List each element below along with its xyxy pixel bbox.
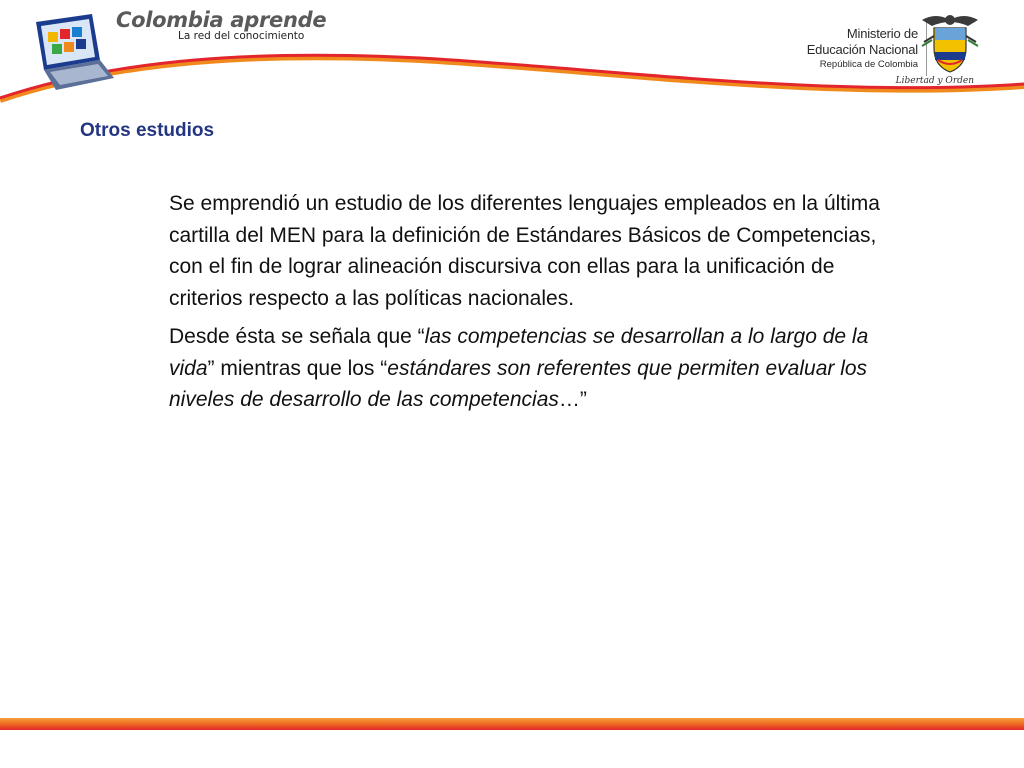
laptop-people-icon bbox=[30, 8, 120, 96]
brand bbox=[116, 8, 326, 42]
paragraph-2-text-1: Desde ésta se señala que “ bbox=[169, 325, 425, 348]
header bbox=[0, 0, 1024, 110]
ministry-line-1: Ministerio de bbox=[846, 26, 918, 41]
slide-title: Otros estudios bbox=[80, 120, 215, 141]
paragraph-2 bbox=[169, 321, 909, 416]
paragraph-2-text-2: ” mientras que los “ bbox=[207, 356, 388, 380]
brand-name: Colombia aprende bbox=[116, 8, 327, 32]
coat-of-arms-icon bbox=[918, 12, 982, 74]
quote-1: las competencias se desarrollan a lo largo de la vida bbox=[169, 325, 869, 380]
footer-bar bbox=[0, 718, 1024, 730]
paragraph-1: Se emprendió un estudio de los diferentes lenguajes empleados en la última cartilla del MEN para la definición de Estándares Básicos de Competencias, con el fin de lograr alineación discursiva con ellas para la unificación de criterios respecto a las políticas nacionales. bbox=[169, 192, 880, 310]
motto: Libertad y Orden bbox=[895, 76, 974, 86]
ministry-line-2: Educación Nacional bbox=[806, 42, 918, 57]
paragraph-2-text-3: …” bbox=[558, 388, 587, 411]
ministry-line-3: República de Colombia bbox=[819, 59, 918, 70]
quote-2: estándares son referentes que permiten evaluar los niveles de desarrollo de las competencias bbox=[169, 356, 868, 411]
brand-tagline: La red del conocimiento bbox=[178, 30, 305, 42]
slide-body bbox=[169, 188, 909, 423]
ministry-text bbox=[807, 26, 918, 72]
